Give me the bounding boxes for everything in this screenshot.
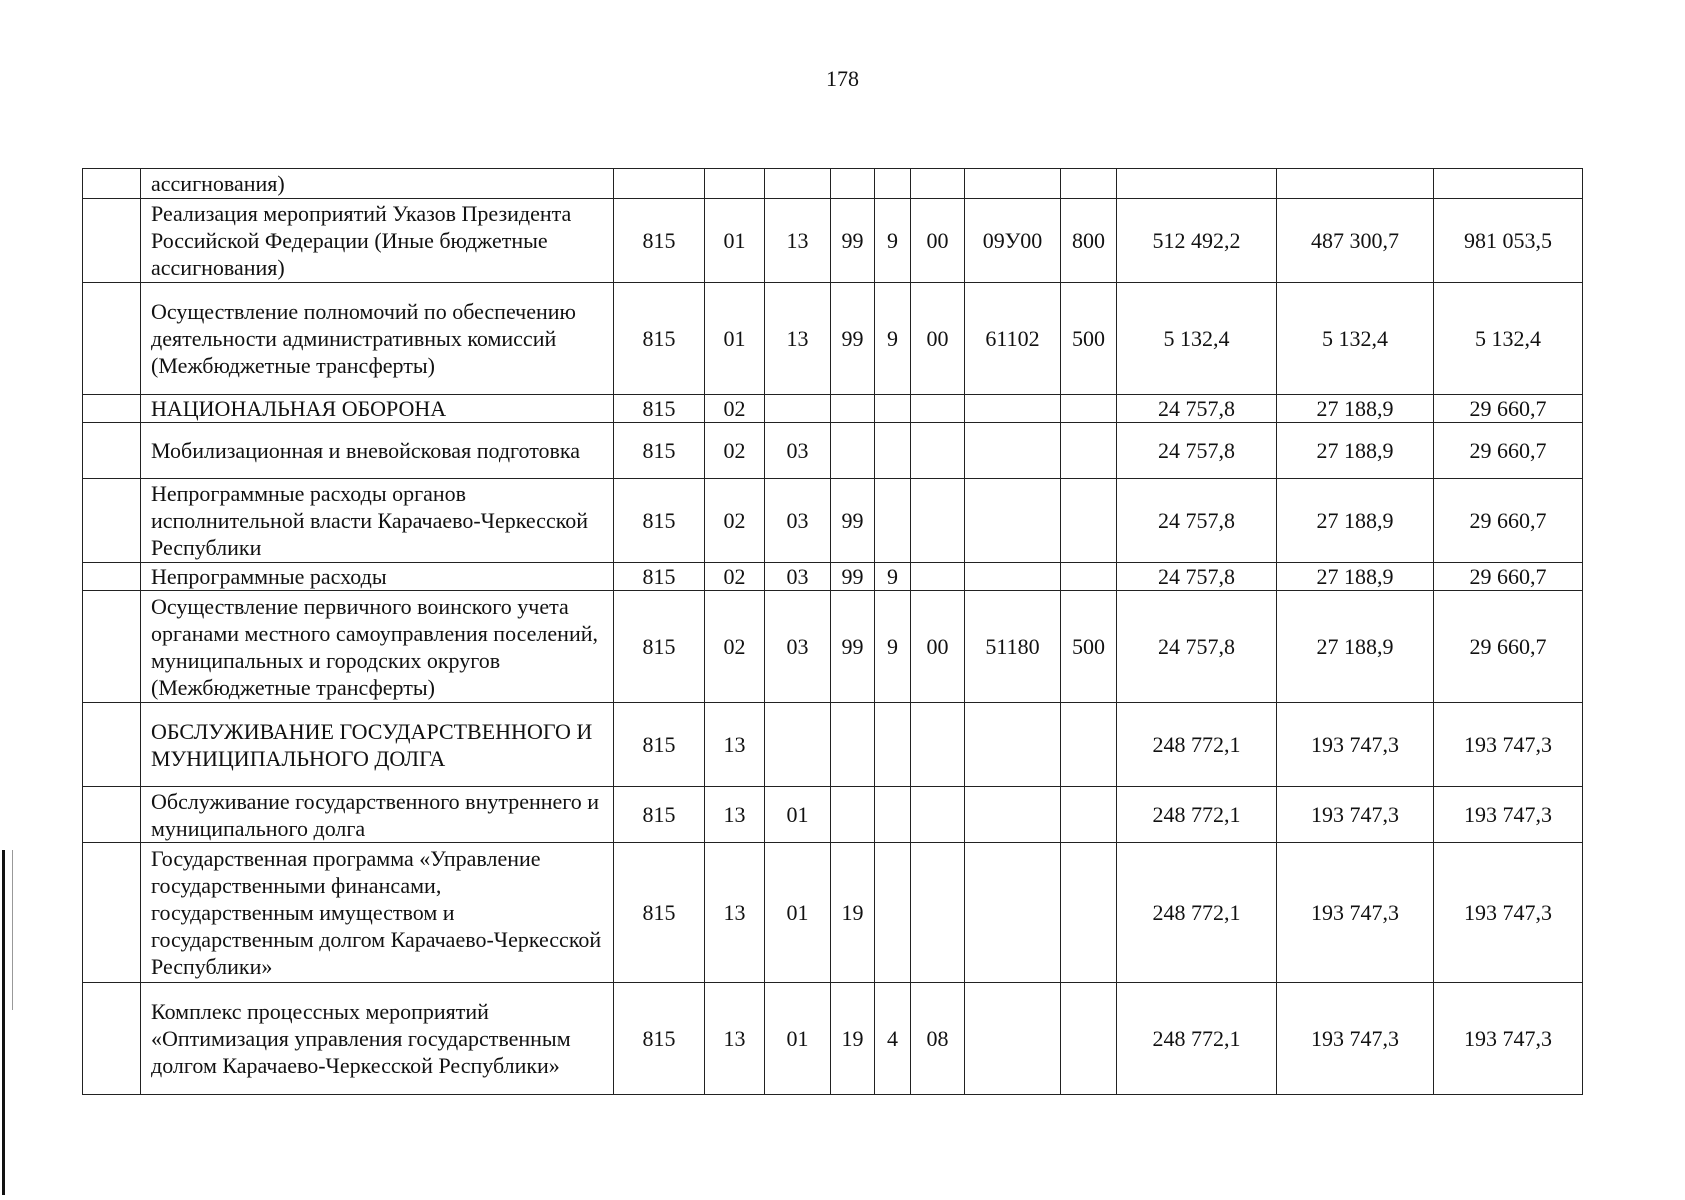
item-name: Непрограммные расходы xyxy=(141,563,614,591)
admin-code: 815 xyxy=(614,843,705,983)
section-code: 13 xyxy=(705,843,765,983)
program-code: 99 xyxy=(831,591,875,703)
program-code xyxy=(831,703,875,787)
row-index-cell xyxy=(83,169,141,199)
amount-year-1: 248 772,1 xyxy=(1117,787,1277,843)
item-name: Мобилизационная и вневойсковая подготовка xyxy=(141,423,614,479)
expense-type-code xyxy=(1061,395,1117,423)
admin-code: 815 xyxy=(614,283,705,395)
section-code: 02 xyxy=(705,423,765,479)
amount-year-3: 193 747,3 xyxy=(1434,983,1583,1095)
row-index-cell xyxy=(83,199,141,283)
expense-type-code xyxy=(1061,169,1117,199)
program-code: 99 xyxy=(831,283,875,395)
subsection-code: 01 xyxy=(765,983,831,1095)
event-code xyxy=(911,843,965,983)
program-code xyxy=(831,787,875,843)
table-row xyxy=(83,395,1583,423)
event-code: 00 xyxy=(911,591,965,703)
table-row xyxy=(83,199,1583,283)
row-index-cell xyxy=(83,983,141,1095)
table-row xyxy=(83,479,1583,563)
admin-code xyxy=(614,169,705,199)
row-index-cell xyxy=(83,479,141,563)
direction-code: 09У00 xyxy=(965,199,1061,283)
scan-edge-mark-faint xyxy=(12,850,13,1010)
amount-year-2: 193 747,3 xyxy=(1277,983,1434,1095)
table-row xyxy=(83,169,1583,199)
admin-code: 815 xyxy=(614,479,705,563)
amount-year-1 xyxy=(1117,169,1277,199)
section-code xyxy=(705,169,765,199)
amount-year-2: 27 188,9 xyxy=(1277,423,1434,479)
amount-year-2: 27 188,9 xyxy=(1277,395,1434,423)
amount-year-1: 5 132,4 xyxy=(1117,283,1277,395)
direction-code xyxy=(965,479,1061,563)
item-name: ассигнования) xyxy=(141,169,614,199)
row-index-cell xyxy=(83,787,141,843)
event-code xyxy=(911,787,965,843)
amount-year-3: 5 132,4 xyxy=(1434,283,1583,395)
admin-code: 815 xyxy=(614,423,705,479)
amount-year-2: 193 747,3 xyxy=(1277,703,1434,787)
event-code xyxy=(911,563,965,591)
amount-year-3: 29 660,7 xyxy=(1434,423,1583,479)
direction-code xyxy=(965,563,1061,591)
amount-year-2: 5 132,4 xyxy=(1277,283,1434,395)
amount-year-2: 193 747,3 xyxy=(1277,843,1434,983)
item-name: Государственная программа «Управление государственными финансами, государственным имуществом и государственным долгом Карачаево-Черкесской Республики» xyxy=(141,843,614,983)
table-row xyxy=(83,843,1583,983)
section-code: 02 xyxy=(705,479,765,563)
subprogram-code xyxy=(875,395,911,423)
direction-code: 51180 xyxy=(965,591,1061,703)
section-code: 13 xyxy=(705,703,765,787)
admin-code: 815 xyxy=(614,395,705,423)
amount-year-3: 193 747,3 xyxy=(1434,787,1583,843)
direction-code xyxy=(965,169,1061,199)
admin-code: 815 xyxy=(614,199,705,283)
subsection-code: 13 xyxy=(765,199,831,283)
section-code: 02 xyxy=(705,591,765,703)
table-row xyxy=(83,591,1583,703)
amount-year-1: 512 492,2 xyxy=(1117,199,1277,283)
subsection-code xyxy=(765,703,831,787)
amount-year-1: 24 757,8 xyxy=(1117,563,1277,591)
subprogram-code xyxy=(875,843,911,983)
direction-code xyxy=(965,395,1061,423)
program-code: 99 xyxy=(831,199,875,283)
subsection-code xyxy=(765,169,831,199)
amount-year-2: 27 188,9 xyxy=(1277,563,1434,591)
amount-year-3: 193 747,3 xyxy=(1434,703,1583,787)
section-code: 02 xyxy=(705,395,765,423)
expense-type-code xyxy=(1061,787,1117,843)
event-code: 00 xyxy=(911,199,965,283)
amount-year-1: 248 772,1 xyxy=(1117,983,1277,1095)
amount-year-1: 24 757,8 xyxy=(1117,395,1277,423)
subsection-code: 01 xyxy=(765,787,831,843)
item-name: Обслуживание государственного внутреннего и муниципального долга xyxy=(141,787,614,843)
row-index-cell xyxy=(83,591,141,703)
amount-year-2: 27 188,9 xyxy=(1277,591,1434,703)
item-name: Непрограммные расходы органов исполнительной власти Карачаево-Черкесской Республики xyxy=(141,479,614,563)
amount-year-3: 193 747,3 xyxy=(1434,843,1583,983)
subprogram-code: 9 xyxy=(875,563,911,591)
amount-year-1: 24 757,8 xyxy=(1117,591,1277,703)
item-name: Комплекс процессных мероприятий «Оптимизация управления государственным долгом Карачаево-Черкесской Республики» xyxy=(141,983,614,1095)
subprogram-code xyxy=(875,703,911,787)
amount-year-1: 24 757,8 xyxy=(1117,479,1277,563)
admin-code: 815 xyxy=(614,787,705,843)
admin-code: 815 xyxy=(614,591,705,703)
program-code xyxy=(831,169,875,199)
subsection-code: 03 xyxy=(765,479,831,563)
program-code: 99 xyxy=(831,563,875,591)
subprogram-code: 9 xyxy=(875,199,911,283)
admin-code: 815 xyxy=(614,563,705,591)
table-row xyxy=(83,703,1583,787)
amount-year-3: 29 660,7 xyxy=(1434,563,1583,591)
direction-code xyxy=(965,423,1061,479)
subprogram-code: 9 xyxy=(875,591,911,703)
expense-type-code: 800 xyxy=(1061,199,1117,283)
item-name: Осуществление первичного воинского учета органами местного самоуправления поселений, муниципальных и городских округов (Межбюджетные трансферты) xyxy=(141,591,614,703)
expense-type-code xyxy=(1061,983,1117,1095)
amount-year-1: 24 757,8 xyxy=(1117,423,1277,479)
direction-code xyxy=(965,703,1061,787)
amount-year-3: 981 053,5 xyxy=(1434,199,1583,283)
direction-code xyxy=(965,787,1061,843)
subprogram-code xyxy=(875,479,911,563)
section-code: 01 xyxy=(705,283,765,395)
row-index-cell xyxy=(83,843,141,983)
item-name: Реализация мероприятий Указов Президента Российской Федерации (Иные бюджетные ассигнования) xyxy=(141,199,614,283)
program-code: 99 xyxy=(831,479,875,563)
amount-year-3: 29 660,7 xyxy=(1434,479,1583,563)
subprogram-code: 4 xyxy=(875,983,911,1095)
amount-year-2 xyxy=(1277,169,1434,199)
expense-type-code xyxy=(1061,563,1117,591)
page-number: 178 xyxy=(826,66,859,91)
amount-year-2: 193 747,3 xyxy=(1277,787,1434,843)
section-code: 13 xyxy=(705,787,765,843)
item-name: Осуществление полномочий по обеспечению деятельности административных комиссий (Межбюджетные трансферты) xyxy=(141,283,614,395)
program-code: 19 xyxy=(831,983,875,1095)
expense-type-code xyxy=(1061,479,1117,563)
table-row xyxy=(83,787,1583,843)
item-name: НАЦИОНАЛЬНАЯ ОБОРОНА xyxy=(141,395,614,423)
subsection-code: 03 xyxy=(765,423,831,479)
expense-type-code xyxy=(1061,703,1117,787)
scan-edge-mark xyxy=(2,850,5,1195)
expense-type-code: 500 xyxy=(1061,591,1117,703)
subprogram-code: 9 xyxy=(875,283,911,395)
row-index-cell xyxy=(83,703,141,787)
amount-year-1: 248 772,1 xyxy=(1117,703,1277,787)
expense-type-code xyxy=(1061,843,1117,983)
amount-year-3: 29 660,7 xyxy=(1434,591,1583,703)
row-index-cell xyxy=(83,563,141,591)
table-row xyxy=(83,283,1583,395)
direction-code: 61102 xyxy=(965,283,1061,395)
direction-code xyxy=(965,983,1061,1095)
subprogram-code xyxy=(875,423,911,479)
event-code: 08 xyxy=(911,983,965,1095)
row-index-cell xyxy=(83,423,141,479)
event-code xyxy=(911,395,965,423)
event-code xyxy=(911,423,965,479)
admin-code: 815 xyxy=(614,703,705,787)
subprogram-code xyxy=(875,787,911,843)
budget-table-body xyxy=(83,169,1583,1095)
table-row xyxy=(83,423,1583,479)
event-code xyxy=(911,479,965,563)
event-code: 00 xyxy=(911,283,965,395)
section-code: 01 xyxy=(705,199,765,283)
row-index-cell xyxy=(83,283,141,395)
event-code xyxy=(911,703,965,787)
subprogram-code xyxy=(875,169,911,199)
amount-year-2: 487 300,7 xyxy=(1277,199,1434,283)
event-code xyxy=(911,169,965,199)
subsection-code: 03 xyxy=(765,591,831,703)
amount-year-3 xyxy=(1434,169,1583,199)
subsection-code: 03 xyxy=(765,563,831,591)
amount-year-1: 248 772,1 xyxy=(1117,843,1277,983)
amount-year-2: 27 188,9 xyxy=(1277,479,1434,563)
program-code xyxy=(831,395,875,423)
row-index-cell xyxy=(83,395,141,423)
program-code xyxy=(831,423,875,479)
amount-year-3: 29 660,7 xyxy=(1434,395,1583,423)
budget-table xyxy=(82,168,1583,1095)
expense-type-code xyxy=(1061,423,1117,479)
admin-code: 815 xyxy=(614,983,705,1095)
section-code: 13 xyxy=(705,983,765,1095)
section-code: 02 xyxy=(705,563,765,591)
program-code: 19 xyxy=(831,843,875,983)
item-name: ОБСЛУЖИВАНИЕ ГОСУДАРСТВЕННОГО И МУНИЦИПАЛЬНОГО ДОЛГА xyxy=(141,703,614,787)
direction-code xyxy=(965,843,1061,983)
subsection-code xyxy=(765,395,831,423)
table-row xyxy=(83,563,1583,591)
table-row xyxy=(83,983,1583,1095)
subsection-code: 13 xyxy=(765,283,831,395)
expense-type-code: 500 xyxy=(1061,283,1117,395)
subsection-code: 01 xyxy=(765,843,831,983)
